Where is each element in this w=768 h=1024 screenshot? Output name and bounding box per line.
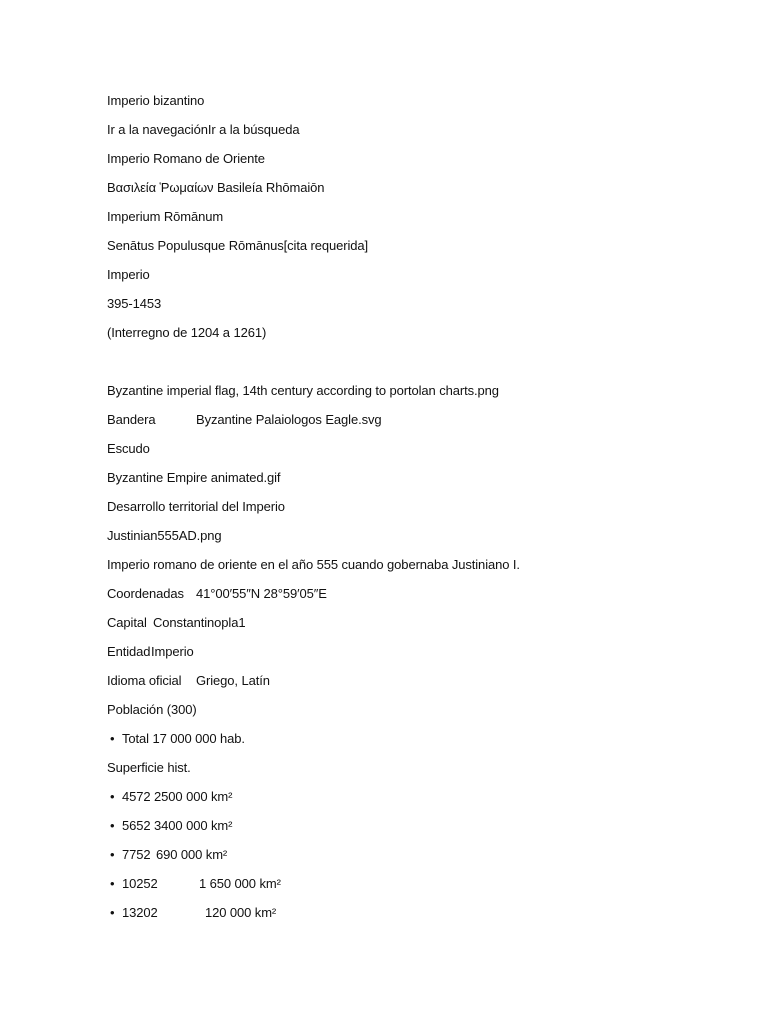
superficie-item xyxy=(107,787,727,806)
navigation-skip-links: Ir a la navegaciónIr a la búsqueda xyxy=(107,122,300,137)
superficie-item xyxy=(107,903,727,922)
poblacion-label: Población (300) xyxy=(107,702,197,717)
superficie-value: 1 650 000 km² xyxy=(199,876,281,891)
idioma-row xyxy=(107,671,727,690)
doc-line: Imperio Romano de Oriente xyxy=(107,151,265,166)
bandera-row xyxy=(107,410,727,429)
superficie-year: 7752 xyxy=(122,847,151,862)
document-page xyxy=(107,91,727,932)
doc-title: Imperio bizantino xyxy=(107,93,205,108)
coordinates-row xyxy=(107,584,727,603)
superficie-item xyxy=(107,816,727,835)
coordinates-value: 41°00′55″N 28°59′05″E xyxy=(196,586,327,601)
escudo-label: Escudo xyxy=(107,441,150,456)
justinian-map-caption: Imperio romano de oriente en el año 555 cuando gobernaba Justiniano I. xyxy=(107,557,520,572)
superficie-value: 2500 000 km² xyxy=(154,789,233,804)
superficie-value: 3400 000 km² xyxy=(154,818,233,833)
capital-label: Capital xyxy=(107,615,147,630)
superficie-year: 5652 xyxy=(122,818,151,833)
superficie-year: 4572 xyxy=(122,789,151,804)
entidad-value: Imperio xyxy=(151,644,194,659)
bullet: • xyxy=(110,905,115,920)
bullet: • xyxy=(110,731,115,746)
doc-line-flag-file: Byzantine imperial flag, 14th century according to portolan charts.png xyxy=(107,383,499,398)
poblacion-total-row xyxy=(107,729,727,748)
superficie-year: 13202 xyxy=(122,905,158,920)
coordinates-label: Coordenadas xyxy=(107,586,184,601)
doc-line-greek-name: Βασιλεία Ῥωμαίων Basileía Rhōmaiōn xyxy=(107,180,325,195)
territorial-development: Desarrollo territorial del Imperio xyxy=(107,499,285,514)
bandera-label: Bandera xyxy=(107,412,156,427)
poblacion-total: Total 17 000 000 hab. xyxy=(122,731,245,746)
doc-line-interregnum: (Interregno de 1204 a 1261) xyxy=(107,325,267,340)
doc-line-type: Imperio xyxy=(107,267,150,282)
entidad-label: Entidad xyxy=(107,644,151,659)
idioma-value: Griego, Latín xyxy=(196,673,270,688)
bullet: • xyxy=(110,847,115,862)
justinian-map-file: Justinian555AD.png xyxy=(107,528,222,543)
idioma-label: Idioma oficial xyxy=(107,673,182,688)
capital-value: Constantinopla1 xyxy=(153,615,246,630)
capital-row xyxy=(107,613,727,632)
doc-line-latin-name: Imperium Rōmānum xyxy=(107,209,224,224)
doc-line-years: 395-1453 xyxy=(107,296,162,311)
bandera-value: Byzantine Palaiologos Eagle.svg xyxy=(196,412,382,427)
superficie-value: 120 000 km² xyxy=(205,905,277,920)
bullet: • xyxy=(110,818,115,833)
superficie-item xyxy=(107,874,727,893)
superficie-item xyxy=(107,845,727,864)
doc-line-motto: Senātus Populusque Rōmānus[cita requerida] xyxy=(107,238,369,253)
entidad-row xyxy=(107,642,727,661)
animated-map-file: Byzantine Empire animated.gif xyxy=(107,470,281,485)
superficie-value: 690 000 km² xyxy=(156,847,228,862)
bullet: • xyxy=(110,789,115,804)
bullet: • xyxy=(110,876,115,891)
superficie-year: 10252 xyxy=(122,876,158,891)
superficie-label: Superficie hist. xyxy=(107,760,191,775)
